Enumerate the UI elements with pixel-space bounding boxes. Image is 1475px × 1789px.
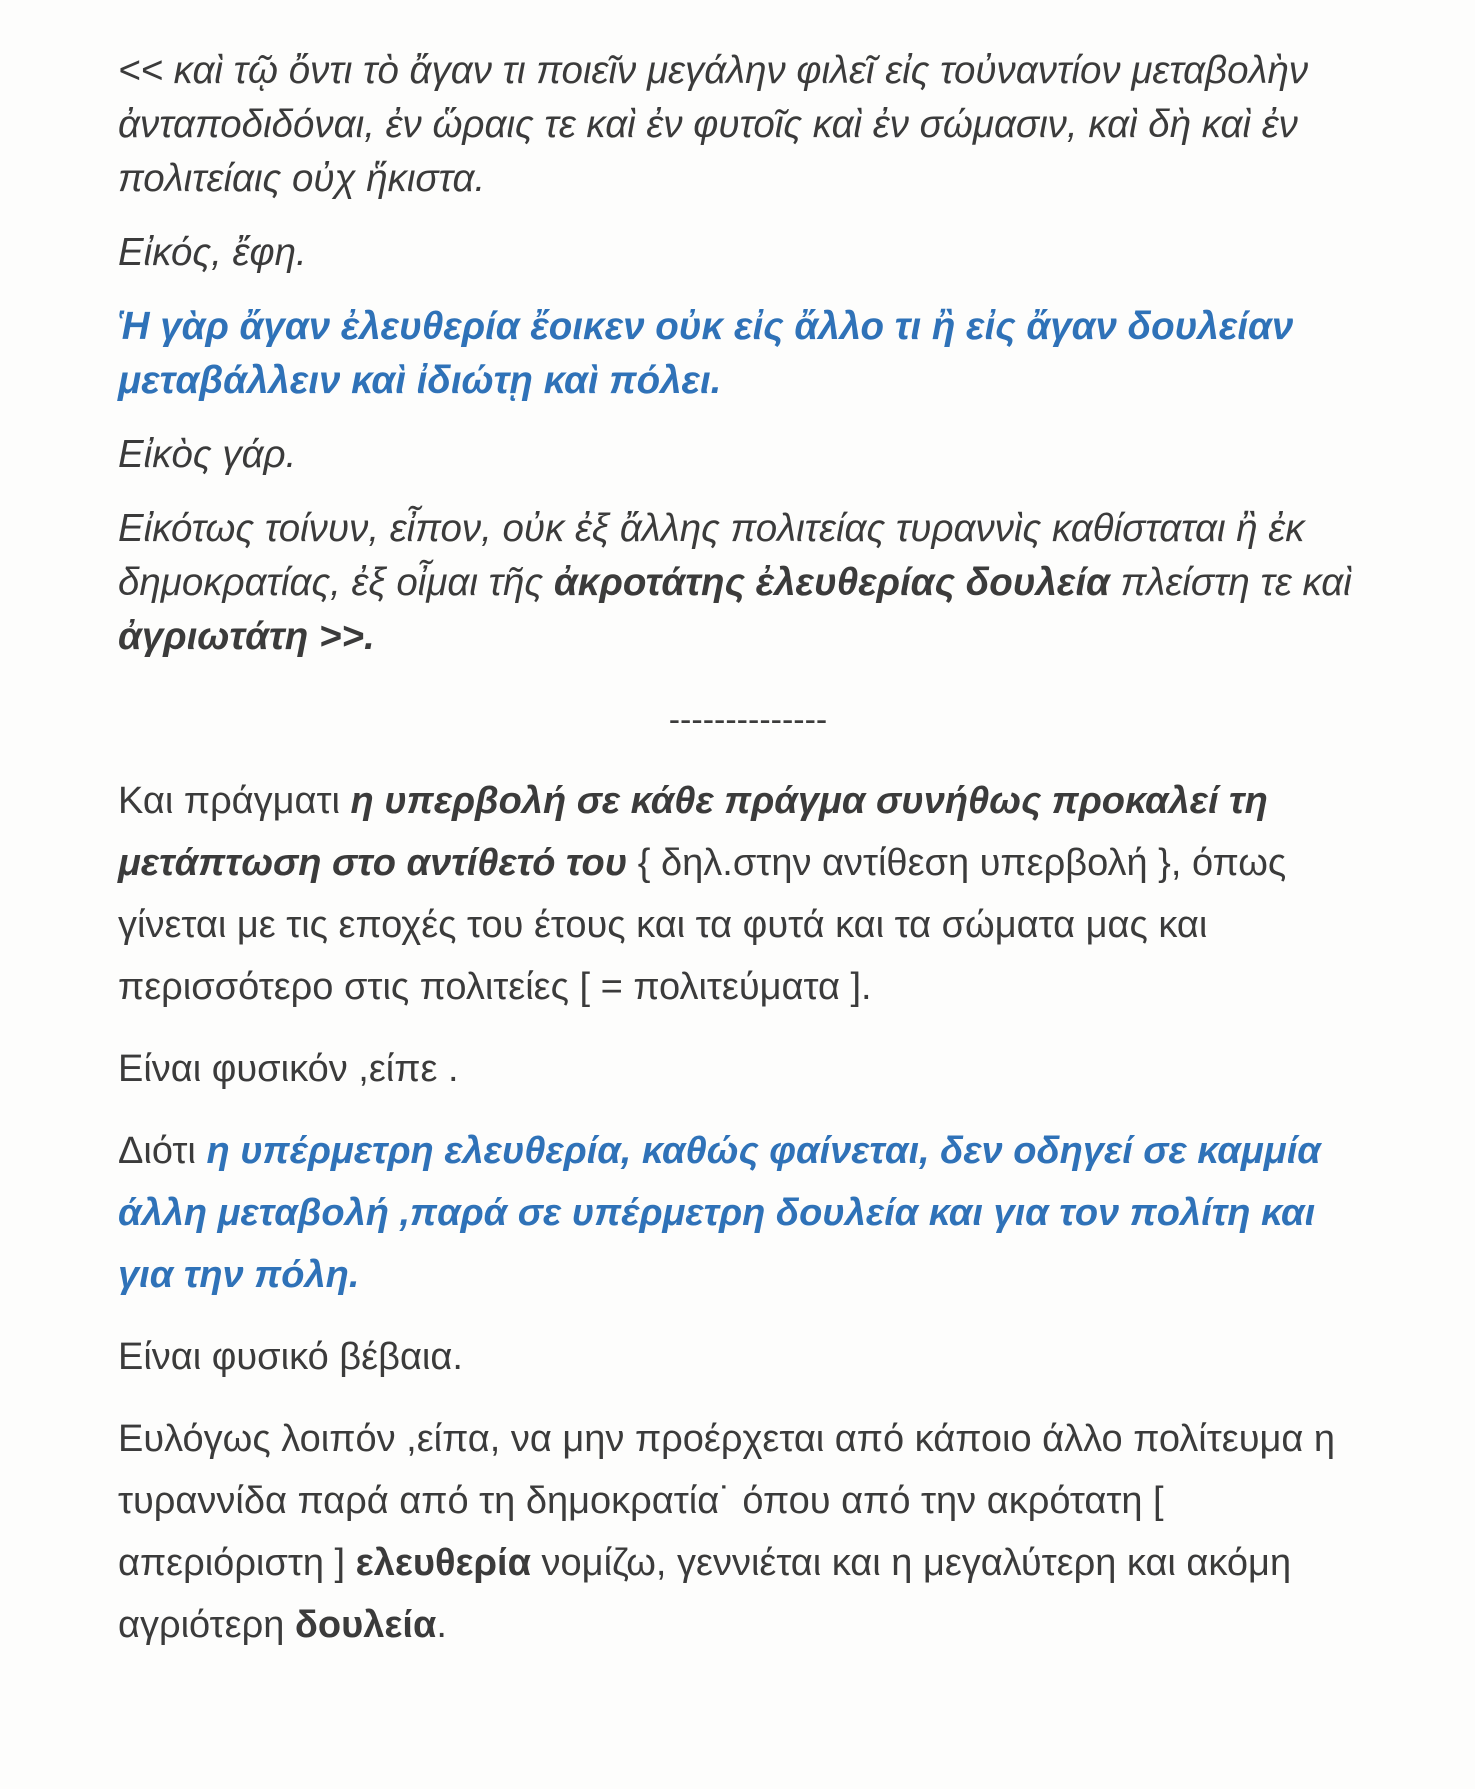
modern-p6-text-c: { δηλ.στην αντίθεση υπερβολή }, όπως γίνεται με τις εποχές του έτους και τα φυτά και τα σώματα μας και περισσότερο στις πολιτείες [ = πολιτεύματα ]. [118,842,1287,1008]
modern-p10-text-a: Ευλόγως λοιπόν ,είπα, να μην προέρχεται από κάποιο άλλο πολίτευμα η τυραννίδα παρά από τη δημοκρατία˙ όπου από την ακρότατη [ απεριόριστη ] [118,1418,1336,1584]
modern-paragraph-9: Είναι φυσικό βέβαια. [118,1336,463,1378]
modern-paragraph-8 [118,1120,1358,1306]
modern-paragraph-6 [118,770,1358,1018]
modern-p10-bold-freedom: ελευθερία [355,1542,531,1584]
ancient-paragraph-2: Εἰκός, ἔφη. [118,231,307,274]
modern-p6-text-a: Και πράγματι [118,780,351,822]
modern-p10-bold-slavery: δουλεία [294,1604,437,1646]
ancient-paragraph-5 [118,502,1358,664]
ancient-p5-bold-freedom-slavery: ἀκροτάτης ἐλευθερίας δουλεία [553,561,1110,604]
ancient-p5-closing-quote: >>. [308,615,375,658]
modern-paragraph-10 [118,1408,1358,1656]
modern-p8-blue-highlight: η υπέρμετρη ελευθερία, καθώς φαίνεται, δεν οδηγεί σε καμμία άλλη μεταβολή ,παρά σε υπέρμετρη δουλεία και για τον πολίτη και για την πόλη. [118,1130,1321,1296]
modern-p10-text-c: νομίζω, γεννιέται και η μεγαλύτερη και ακόμη αγριότερη [118,1542,1292,1646]
modern-p8-text-a: Διότι [118,1130,207,1172]
modern-paragraph-7: Είναι φυσικόν ,είπε . [118,1048,459,1090]
section-separator: -------------- [668,701,828,739]
ancient-paragraph-3-highlight: Ἡ γὰρ ἄγαν ἐλευθερία ἔοικεν οὐκ εἰς ἄλλο τι ἢ εἰς ἄγαν δουλείαν μεταβάλλειν καὶ ἰδιώτῃ καὶ πόλει. [118,305,1294,402]
ancient-p5-bold-wildest: ἀγριωτάτη [118,615,309,658]
ancient-p5-text-c: πλείστη τε καὶ [1109,561,1352,604]
ancient-paragraph-4: Εἰκὸς γάρ. [118,433,297,476]
modern-p6-bold-excess: η υπερβολή σε κάθε πράγμα συνήθως προκαλεί τη μετάπτωση στο αντίθετό του [118,780,1268,884]
modern-p10-period: . [436,1604,447,1646]
ancient-p5-text-a: Εἰκότως τοίνυν, εἶπον, οὐκ ἐξ ἄλλης πολιτείας τυραννὶς καθίσταται ἢ ἐκ δημοκρατίας, ἐξ οἶμαι τῆς [118,507,1305,604]
document-page [118,44,1358,1656]
ancient-paragraph-1: << καὶ τῷ ὄντι τὸ ἄγαν τι ποιεῖν μεγάλην φιλεῖ εἰς τοὐναντίον μεταβολὴν ἀνταποδιδόναι, ἐν ὥραις τε καὶ ἐν φυτοῖς καὶ ἐν σώμασιν, καὶ δὴ καὶ ἐν πολιτείαις οὐχ ἥκιστα. [118,49,1309,200]
